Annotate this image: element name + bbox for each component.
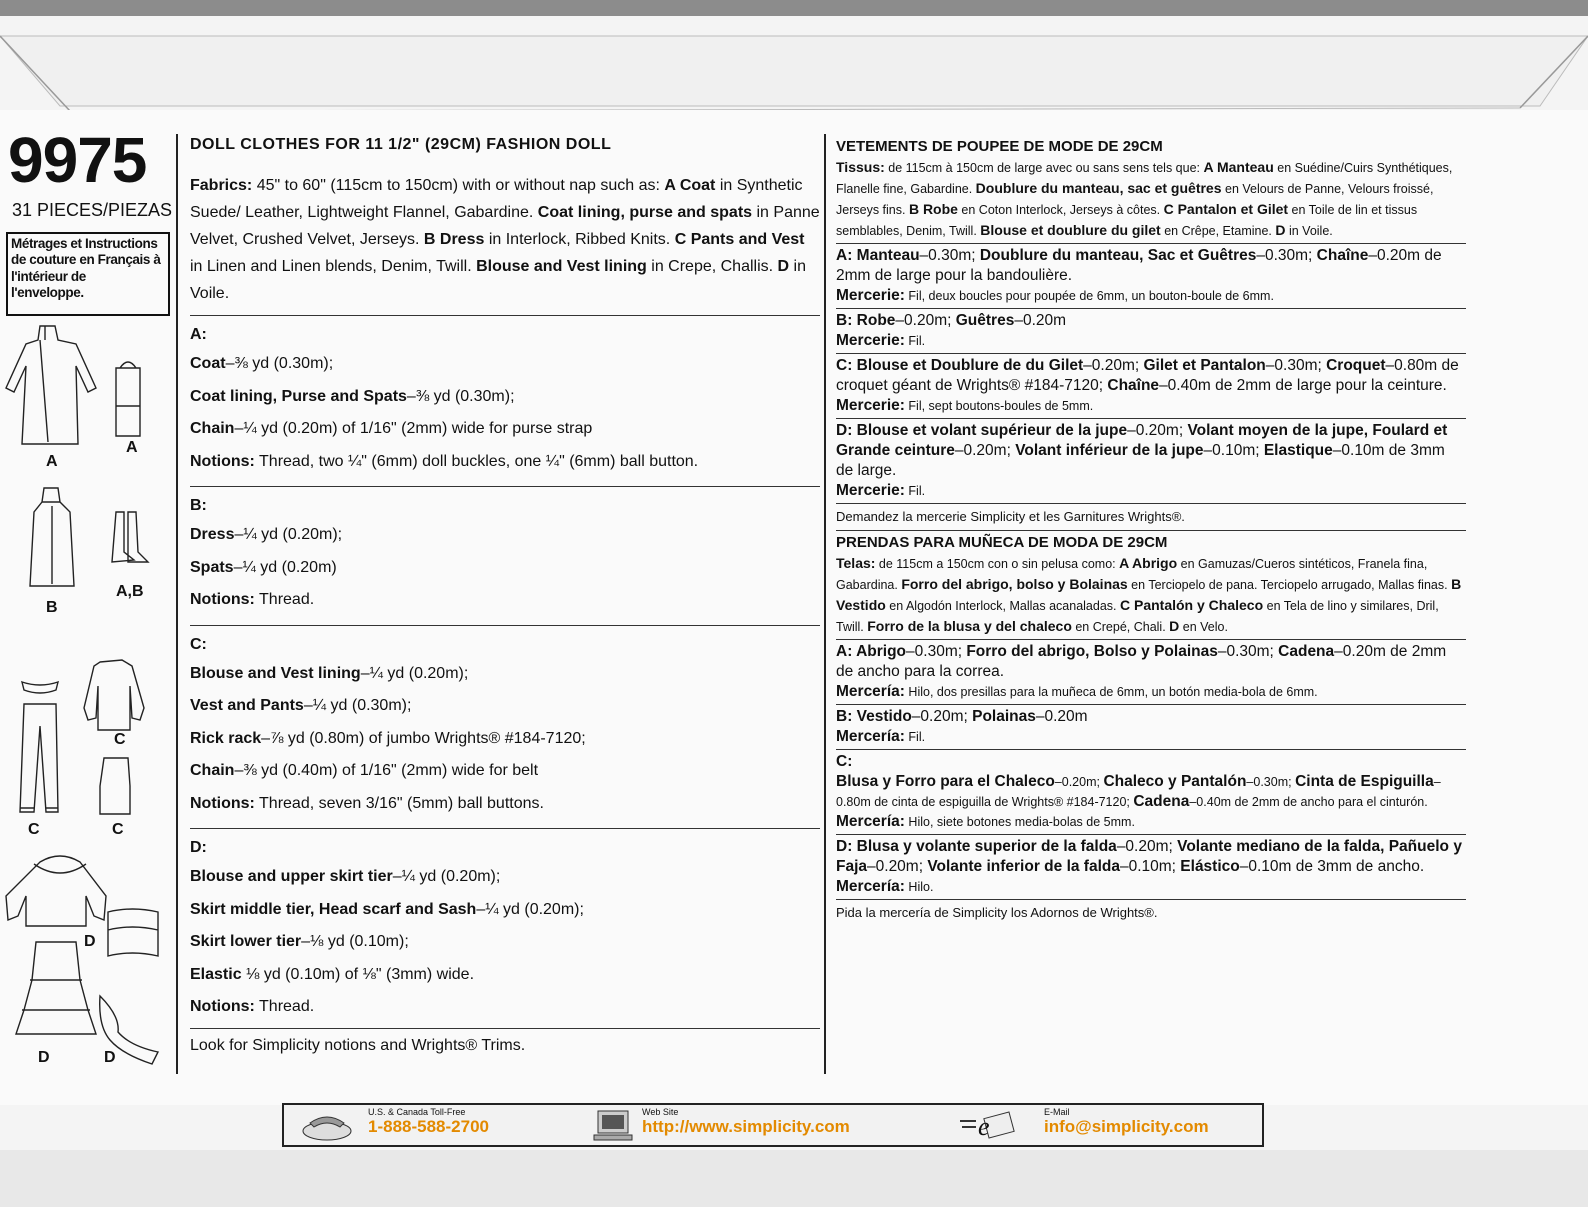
- bold-text: Mercería:: [836, 878, 905, 895]
- pieces-count: 31 PIECES/PIEZAS: [12, 200, 173, 220]
- section-label: B:: [190, 497, 207, 514]
- divider-middle: [824, 134, 826, 1074]
- text: in Linen and Linen blends, Denim, Twill.: [190, 258, 477, 275]
- text: –⅜ yd (0.40m) of 1/16" (2mm) wide for belt: [234, 762, 539, 779]
- text: ⅛ yd (0.10m) of ⅛" (3mm) wide.: [241, 965, 475, 983]
- yardage-line: [836, 837, 1466, 877]
- yardage-line: [836, 311, 1466, 331]
- text: –0.20m;: [911, 708, 973, 725]
- text: –0.20m;: [1116, 838, 1178, 855]
- bold-text: Skirt lower tier: [190, 933, 302, 950]
- section-label: D:: [190, 839, 207, 856]
- email-label: E-Mail: [1044, 1107, 1070, 1117]
- text: en Toile de lin et tissus semblables, Denim, Twill.: [836, 203, 1418, 238]
- pattern-number: 9975: [8, 124, 147, 196]
- web-label: Web Site: [642, 1107, 679, 1117]
- bold-text: A Coat: [664, 177, 716, 194]
- bold-text: A Manteau: [1203, 159, 1274, 175]
- bold-text: Dress: [190, 526, 235, 543]
- text: 45" to 60" (115cm to 150cm) with or without nap such as:: [252, 177, 665, 194]
- bold-text: Forro de la blusa y del chaleco: [867, 618, 1072, 634]
- text: –0.20m;: [867, 858, 928, 875]
- text: en Algodón Interlock, Mallas acanaladas.: [885, 599, 1120, 613]
- web-url[interactable]: http://www.simplicity.com: [642, 1117, 850, 1136]
- yardage-line: [836, 396, 1466, 416]
- text: en Tela de lino y similares, Dril, Twill.: [836, 599, 1439, 634]
- computer-icon: [586, 1109, 644, 1141]
- bold-text: Mercería:: [836, 683, 905, 700]
- bold-text: D: [1169, 618, 1180, 634]
- text: –0.30m;: [919, 247, 980, 264]
- english-footer: Look for Simplicity notions and Wrights® Trims.: [190, 1036, 526, 1054]
- text: –⅜ yd (0.30m);: [406, 387, 515, 405]
- yardage-line: [836, 356, 1466, 396]
- yardage-line: [836, 772, 1466, 812]
- email-address[interactable]: info@simplicity.com: [1044, 1117, 1209, 1136]
- text: –0.10m de 3mm de ancho.: [1239, 858, 1425, 875]
- text: en Velo.: [1179, 620, 1228, 634]
- bold-text: Blouse et doublure du gilet: [980, 222, 1161, 238]
- french-footer: Demandez la mercerie Simplicity et les Garnitures Wrights®.: [836, 509, 1185, 524]
- bold-text: Chaîne: [1316, 247, 1369, 264]
- text: –¼ yd (0.20m);: [476, 900, 584, 918]
- bold-text: Croquet: [1326, 357, 1386, 374]
- yardage-line: [836, 752, 1466, 772]
- text: de 115cm a 150cm con o sin pelusa como:: [875, 557, 1120, 571]
- bold-text: Forro del abrigo, Bolso y Polainas: [966, 643, 1218, 660]
- text: Thread, seven 3/16" (5mm) ball buttons.: [254, 794, 544, 812]
- text: –¼ yd (0.20m);: [392, 868, 501, 885]
- text: –0.30m;: [1217, 643, 1279, 660]
- bold-text: Spats: [190, 558, 234, 576]
- bold-text: D: [777, 258, 790, 275]
- spanish-footer: Pida la mercería de Simplicity los Adornos de Wrights®.: [836, 905, 1158, 920]
- yardage-line: [190, 348, 820, 381]
- yardage-line: [190, 926, 820, 959]
- text: –⅜ yd (0.30m);: [225, 355, 334, 372]
- yardage-line: [836, 877, 1466, 897]
- text: –0.20m: [1035, 708, 1088, 725]
- yardage-line: [190, 755, 820, 788]
- contact-bar: [282, 1103, 1264, 1147]
- illu-label-d1: D: [84, 933, 96, 950]
- blouse-illustration: [84, 660, 144, 730]
- illu-label-b: B: [46, 599, 58, 616]
- yardage-line: [190, 723, 820, 756]
- bold-text: C: Blouse et Doublure de du Gilet: [836, 357, 1084, 374]
- telephone-icon: [298, 1109, 356, 1141]
- yardage-line: [836, 812, 1466, 832]
- text: –¼ yd (0.20m);: [360, 664, 469, 682]
- peasant-blouse-illustration: [6, 856, 106, 926]
- bold-text: Rick rack: [190, 729, 262, 747]
- bold-text: Notions:: [190, 998, 255, 1015]
- yardage-line: [836, 481, 1466, 501]
- yardage-line: [190, 991, 820, 1024]
- text: en Coton Interlock, Jerseys à côtes.: [957, 203, 1164, 217]
- divider-left: [176, 134, 178, 1074]
- text: –0.30m;: [1246, 775, 1296, 789]
- text: in Voile.: [1285, 224, 1333, 238]
- text: –0.20m;: [1083, 357, 1144, 374]
- text: Fil, sept boutons-boules de 5mm.: [904, 399, 1094, 413]
- illu-label-a1: A: [46, 453, 58, 470]
- french-instructions-note: Métrages et Instructions de couture en Français à l'intérieur de l'enveloppe.: [6, 232, 170, 316]
- bold-text: C:: [836, 753, 853, 770]
- bold-text: Notions:: [190, 591, 255, 608]
- text: –0.40m de 2mm de large pour la ceinture.: [1159, 377, 1447, 394]
- text: –¼ yd (0.20m) of 1/16" (2mm) wide for purse strap: [234, 420, 593, 437]
- bold-text: Chain: [190, 762, 235, 779]
- text: Fil, deux boucles pour poupée de 6mm, un bouton-boule de 6mm.: [904, 289, 1274, 303]
- text: –0.30m;: [906, 643, 967, 660]
- text: –0.20m;: [1127, 422, 1188, 439]
- bold-text: C Pants and Vest: [674, 231, 805, 248]
- text: –0.40m de 2mm de ancho para el cinturón.: [1189, 795, 1428, 809]
- section-label: A:: [190, 326, 207, 343]
- spanish-yardage: [836, 639, 1466, 897]
- bold-text: D: [1275, 222, 1286, 238]
- text: in Synthetic Suede/ Leather, Lightweight Flannel, Gabardine.: [190, 177, 803, 221]
- bold-text: Chaleco y Pantalón: [1103, 773, 1247, 790]
- text: –0.10m;: [1203, 442, 1264, 459]
- coat-illustration: [6, 326, 96, 444]
- purse-illustration: [116, 362, 140, 436]
- vest-illustration: [100, 758, 130, 814]
- yardage-line: [190, 658, 820, 691]
- bold-text: A Abrigo: [1119, 555, 1178, 571]
- text: en Gamuzas/Cueros sintéticos, Franela fina, Gabardina.: [836, 557, 1428, 592]
- bold-text: D: Blusa y volante superior de la falda: [836, 838, 1117, 855]
- yardage-line: [836, 246, 1466, 286]
- bold-text: Elastique: [1263, 442, 1333, 459]
- phone-number[interactable]: 1-888-588-2700: [368, 1117, 489, 1136]
- french-yardage: [836, 243, 1466, 501]
- french-section: [836, 418, 1466, 501]
- text: in Panne Velvet, Crushed Velvet, Jerseys.: [190, 204, 820, 248]
- yardage-line: [836, 707, 1466, 727]
- bold-text: Fabrics:: [190, 177, 253, 194]
- bold-text: Guêtres: [955, 312, 1015, 329]
- text: in Crepe, Challis.: [646, 258, 778, 275]
- text: in Interlock, Ribbed Knits.: [484, 231, 675, 248]
- bold-text: Cadena: [1133, 793, 1190, 810]
- yardage-line: [190, 519, 820, 552]
- bold-text: Cadena: [1278, 643, 1335, 660]
- yardage-line: [836, 421, 1466, 481]
- yardage-line: [190, 959, 820, 992]
- bold-text: D: Blouse et volant supérieur de la jupe: [836, 422, 1128, 439]
- spanish-section: [836, 639, 1466, 702]
- english-section: [190, 315, 820, 478]
- text: en Terciopelo de pana. Terciopelo arrugado, Mallas finas.: [1127, 578, 1452, 592]
- yardage-line: [190, 584, 820, 617]
- pants-illustration: [20, 704, 58, 812]
- yardage-line: [190, 690, 820, 723]
- text: –0.80m de croquet géant de Wrights® #184-7120;: [836, 357, 1459, 394]
- english-section: [190, 625, 820, 821]
- section-label: C:: [190, 635, 207, 653]
- text: Fil.: [904, 484, 926, 498]
- phone-label: U.S. & Canada Toll-Free: [368, 1107, 466, 1117]
- text: Fil.: [904, 334, 926, 348]
- bold-text: Blouse and Vest lining: [190, 664, 361, 682]
- yardage-line: [190, 788, 820, 821]
- text: en Suédine/Cuirs Synthétiques, Flanelle fine, Gabardine.: [836, 161, 1453, 196]
- bold-text: Mercerie:: [836, 332, 905, 349]
- bold-text: Blusa y Forro para el Chaleco: [836, 773, 1055, 790]
- illu-label-ab: A,B: [116, 583, 144, 600]
- bold-text: Polainas: [972, 708, 1036, 725]
- bold-text: Coat lining, purse and spats: [537, 204, 753, 221]
- bold-text: B Robe: [908, 201, 958, 217]
- envelope-bottom-edge: [0, 1150, 1588, 1207]
- text: Hilo, dos presillas para la muñeca de 6mm, un botón media-bola de 6mm.: [904, 685, 1318, 699]
- bold-text: Notions:: [190, 794, 255, 812]
- text: –0.20m: [1014, 312, 1067, 329]
- bold-text: C Pantalon et Gilet: [1163, 201, 1289, 217]
- english-section: [190, 828, 820, 1024]
- text: –0.10m;: [1119, 858, 1181, 875]
- yardage-line: [190, 894, 820, 927]
- text: –0.30m;: [1265, 357, 1327, 374]
- bold-text: Elástico: [1180, 858, 1240, 875]
- text: de 115cm à 150cm de large avec ou sans sens tels que:: [884, 161, 1204, 175]
- bold-text: Cinta de Espiguilla: [1295, 773, 1434, 790]
- text: Thread.: [254, 998, 315, 1015]
- french-section: [836, 243, 1466, 306]
- bold-text: Skirt middle tier, Head scarf and Sash: [190, 900, 477, 918]
- yardage-line: [836, 331, 1466, 351]
- text: Thread.: [254, 591, 315, 608]
- dress-illustration: [30, 488, 74, 586]
- text: –0.10m de 3mm de large.: [836, 442, 1445, 479]
- english-title: DOLL CLOTHES FOR 11 1/2" (29CM) FASHION DOLL: [190, 136, 612, 153]
- french-section: [836, 353, 1466, 416]
- bold-text: Mercerie:: [836, 397, 905, 414]
- english-yardage: [190, 315, 820, 1024]
- yardage-line: [836, 682, 1466, 702]
- english-column: [190, 136, 820, 1057]
- yardage-line: [190, 381, 820, 414]
- yardage-line: [190, 552, 820, 585]
- text: –0.20m de 2mm de large pour la bandoulière.: [836, 247, 1442, 284]
- text: Thread, two ¼" (6mm) doll buckles, one ¼" (6mm) ball button.: [254, 452, 699, 470]
- yardage-line: [836, 286, 1466, 306]
- illu-label-c1: C: [114, 731, 126, 748]
- bold-text: Blouse and upper skirt tier: [190, 868, 393, 885]
- bold-text: Volante mediano de la falda, Pañuelo y Faja: [836, 838, 1462, 875]
- bold-text: Mercerie:: [836, 287, 905, 304]
- bold-text: Notions:: [190, 452, 255, 470]
- bold-text: Volant inférieur de la jupe: [1015, 442, 1204, 459]
- illu-label-d2: D: [38, 1049, 50, 1066]
- bold-text: Telas:: [836, 555, 876, 571]
- illu-label-d3: D: [104, 1049, 116, 1066]
- yardage-line: [190, 446, 820, 479]
- tiered-skirt-illustration: [16, 942, 96, 1034]
- bold-text: Chaîne: [1107, 377, 1160, 394]
- bold-text: Forro del abrigo, bolso y Bolainas: [901, 576, 1128, 592]
- spanish-section: [836, 834, 1466, 897]
- text: –0.80m de cinta de espiguilla de Wrights® #184-7120;: [836, 775, 1441, 809]
- bold-text: Mercerie:: [836, 482, 905, 499]
- belt-illustration: [22, 682, 58, 693]
- illu-label-c2: C: [28, 821, 40, 838]
- bold-text: B Dress: [423, 231, 485, 248]
- svg-text:e: e: [978, 1112, 990, 1141]
- bold-text: Coat: [190, 355, 226, 372]
- translations-column: [836, 137, 1466, 924]
- bold-text: Volant moyen de la jupe, Foulard et Grande ceinture: [836, 422, 1448, 459]
- text: –¼ yd (0.20m);: [234, 526, 343, 543]
- yardage-line: [190, 861, 820, 894]
- spanish-section: [836, 749, 1466, 832]
- text: –⅛ yd (0.10m);: [301, 933, 409, 950]
- text: Hilo, siete botones media-bolas de 5mm.: [904, 815, 1135, 829]
- bold-text: B: Vestido: [836, 708, 912, 725]
- illu-label-a2: A: [126, 439, 138, 456]
- sash-illustration: [108, 909, 158, 956]
- garment-illustrations: [0, 316, 170, 1076]
- french-title: VETEMENTS DE POUPEE DE MODE DE 29CM: [836, 138, 1163, 155]
- bold-text: Doublure du manteau, sac et guêtres: [975, 180, 1222, 196]
- text: –¼ yd (0.20m): [233, 558, 337, 576]
- spanish-title: PRENDAS PARA MUÑECA DE MODA DE 29CM: [836, 534, 1168, 551]
- text: en Crêpe, Etamine.: [1160, 224, 1276, 238]
- bold-text: Chain: [190, 420, 235, 437]
- yardage-line: [836, 727, 1466, 747]
- bold-text: Vest and Pants: [190, 697, 304, 714]
- bold-text: Coat lining, Purse and Spats: [190, 387, 407, 405]
- text: –0.20m;: [895, 312, 956, 329]
- english-section: [190, 486, 820, 617]
- text: Fil.: [904, 730, 926, 744]
- text: en Velours de Panne, Velours froissé, Jerseys fins.: [836, 182, 1434, 217]
- email-icon: [960, 1109, 1018, 1141]
- bold-text: C Pantalón y Chaleco: [1119, 597, 1264, 613]
- text: en Crepé, Chali.: [1071, 620, 1170, 634]
- english-fabrics: [190, 172, 820, 307]
- bold-text: A: Manteau: [836, 247, 920, 264]
- bold-text: Elastic: [190, 965, 242, 983]
- yardage-line: [836, 642, 1466, 682]
- illu-label-c3: C: [112, 821, 124, 838]
- bold-text: Mercería:: [836, 728, 905, 745]
- bold-text: B: Robe: [836, 312, 896, 329]
- bold-text: Doublure du manteau, Sac et Guêtres: [979, 247, 1257, 264]
- bold-text: Blouse and Vest lining: [476, 258, 647, 275]
- bold-text: Volante inferior de la falda: [927, 858, 1120, 875]
- spanish-section: [836, 704, 1466, 747]
- text: –¼ yd (0.30m);: [303, 697, 412, 714]
- yardage-line: [190, 413, 820, 446]
- text: Hilo.: [904, 880, 934, 894]
- bold-text: B Vestido: [836, 576, 1462, 613]
- bold-text: Tissus:: [836, 159, 885, 175]
- text: –⅞ yd (0.80m) of jumbo Wrights® #184-7120;: [261, 729, 586, 747]
- spats-illustration: [112, 512, 148, 562]
- text: –0.30m;: [1256, 247, 1317, 264]
- text: in Voile.: [190, 258, 806, 302]
- french-fabrics: [836, 157, 1466, 241]
- text: –0.20m;: [1054, 775, 1104, 789]
- bold-text: A: Abrigo: [836, 643, 907, 660]
- spanish-fabrics: [836, 553, 1466, 637]
- bold-text: Gilet et Pantalon: [1143, 357, 1266, 374]
- text: –0.20m;: [954, 442, 1016, 459]
- french-section: [836, 308, 1466, 351]
- bold-text: Mercería:: [836, 813, 905, 830]
- text: –0.20m de 2mm de ancho para la correa.: [836, 643, 1447, 680]
